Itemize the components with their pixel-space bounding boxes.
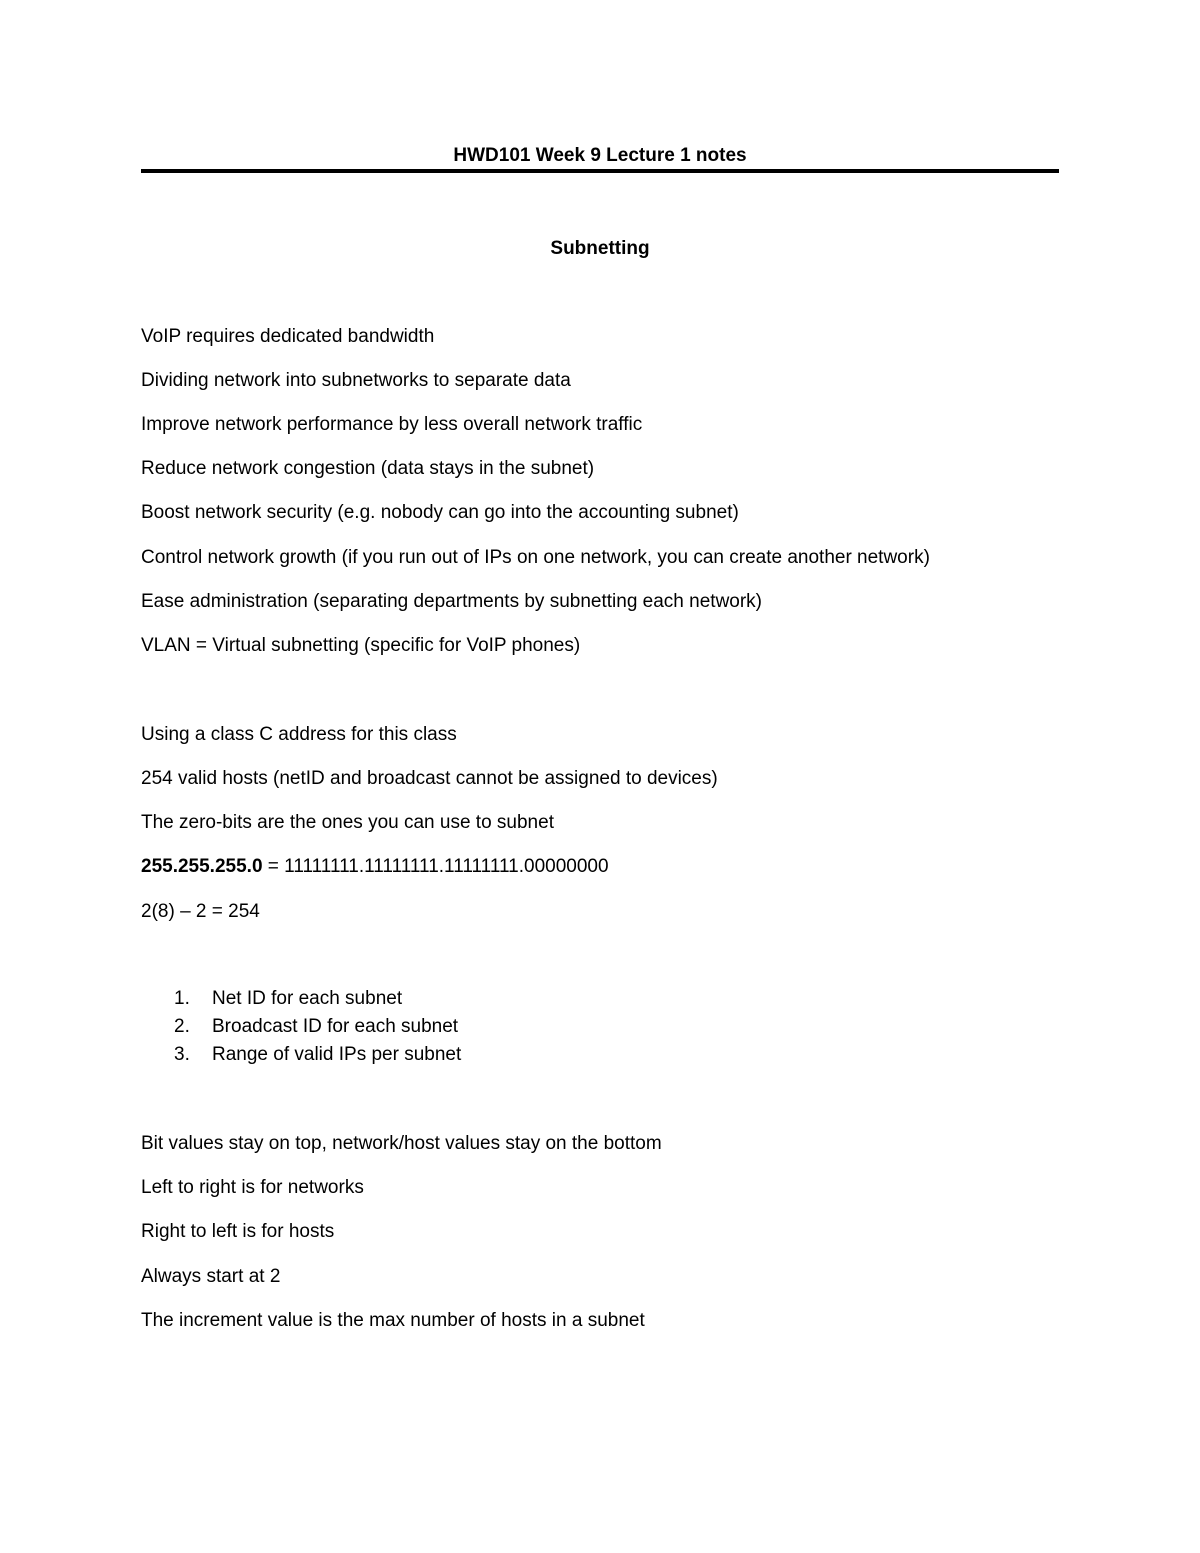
- list-item-text: Net ID for each subnet: [212, 988, 403, 1009]
- note-line: The zero-bits are the ones you can use to subnet: [141, 812, 554, 833]
- list-item-number: 2.: [174, 1016, 190, 1037]
- list-item: [174, 987, 402, 1011]
- subnet-mask-binary: = 11111111.11111111.11111111.00000000: [262, 856, 609, 877]
- list-item-number: 1.: [174, 988, 190, 1009]
- section-heading: Subnetting: [550, 238, 650, 259]
- note-line: Using a class C address for this class: [141, 724, 457, 745]
- note-line: Improve network performance by less overall network traffic: [141, 414, 643, 435]
- document-title: HWD101 Week 9 Lecture 1 notes: [453, 145, 747, 166]
- note-line: VLAN = Virtual subnetting (specific for VoIP phones): [141, 635, 581, 656]
- list-item-text: Range of valid IPs per subnet: [212, 1044, 462, 1065]
- list-item-text: Broadcast ID for each subnet: [212, 1016, 459, 1037]
- note-line: Left to right is for networks: [141, 1177, 364, 1198]
- list-item-number: 3.: [174, 1044, 190, 1065]
- note-line: Ease administration (separating departments by subnetting each network): [141, 591, 763, 612]
- note-line: Control network growth (if you run out of IPs on one network, you can create another network): [141, 547, 930, 568]
- note-line: VoIP requires dedicated bandwidth: [141, 326, 435, 347]
- subnet-mask-value: 255.255.255.0: [141, 856, 263, 877]
- note-line: Bit values stay on top, network/host values stay on the bottom: [141, 1133, 662, 1154]
- note-line: Right to left is for hosts: [141, 1221, 335, 1242]
- list-item: [174, 1015, 458, 1039]
- note-line: The increment value is the max number of hosts in a subnet: [141, 1310, 645, 1331]
- note-line: 254 valid hosts (netID and broadcast cannot be assigned to devices): [141, 768, 718, 789]
- note-line: Boost network security (e.g. nobody can go into the accounting subnet): [141, 502, 739, 523]
- title-underline-rule: [141, 169, 1059, 173]
- host-formula-line: 2(8) – 2 = 254: [141, 901, 260, 922]
- list-item: [174, 1043, 461, 1067]
- note-line: Always start at 2: [141, 1266, 281, 1287]
- note-line: Reduce network congestion (data stays in the subnet): [141, 458, 595, 479]
- subnet-mask-line: [141, 855, 609, 879]
- note-line: Dividing network into subnetworks to separate data: [141, 370, 571, 391]
